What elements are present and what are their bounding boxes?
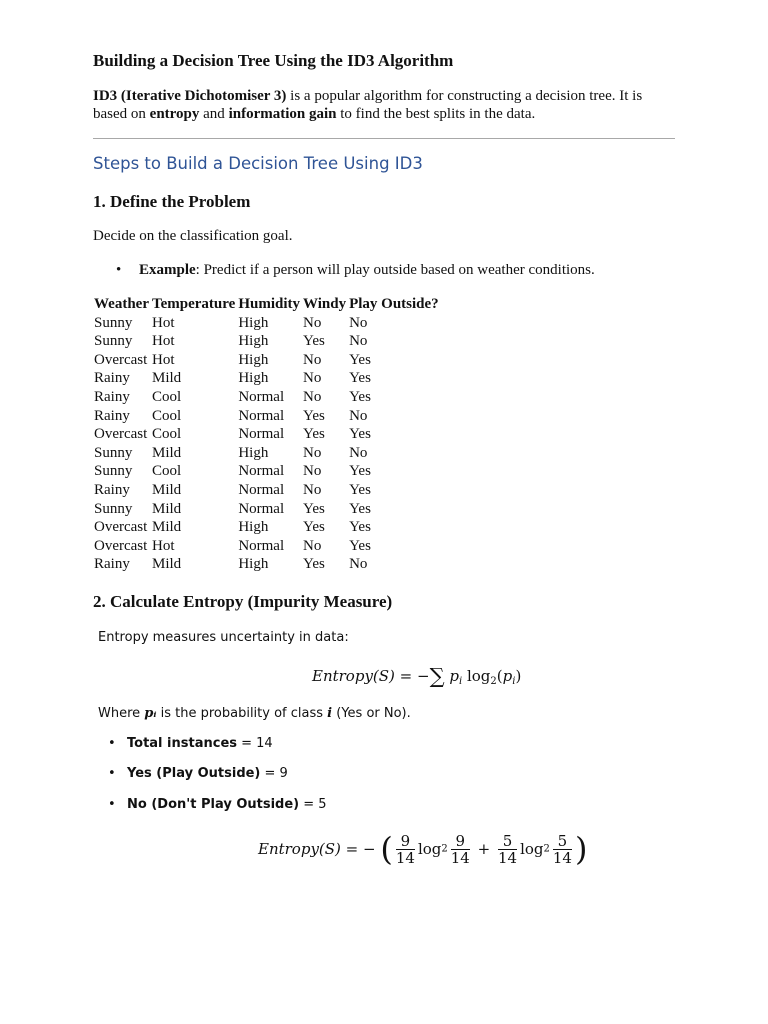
bullet-label: Yes (Play Outside) (127, 766, 261, 781)
table-cell: No (303, 388, 322, 405)
weather-table (93, 295, 441, 574)
table-cell: Normal (238, 463, 285, 480)
formula2-log-base: 2 (441, 843, 448, 855)
table-cell: No (303, 370, 322, 387)
table-row (93, 518, 441, 537)
table-cell: Yes (303, 519, 325, 536)
intro-term: ID3 (Iterative Dichotomiser 3) (93, 88, 287, 104)
summation-symbol: ∑ (429, 664, 445, 688)
table-row (93, 407, 441, 426)
table-row (93, 555, 441, 574)
formula2-lhs: Entropy(S) (258, 840, 341, 858)
entropy-formula (312, 664, 521, 688)
document-title: Building a Decision Tree Using the ID3 Algorithm (93, 51, 454, 70)
entropy-measure-text: Entropy measures uncertainty in data: (98, 630, 349, 645)
table-cell: High (238, 444, 269, 461)
table-cell: Rainy (94, 388, 130, 405)
table-cell: Yes (349, 388, 371, 405)
table-cell: Yes (349, 351, 371, 368)
yes-count-bullet (108, 766, 288, 781)
table-cell: Normal (238, 537, 285, 554)
table-row (93, 351, 441, 370)
formula2-close-paren: ) (574, 830, 588, 868)
section-heading: Steps to Build a Decision Tree Using ID3 (93, 154, 423, 173)
table-cell: Overcast (94, 519, 148, 536)
example-bullet (116, 262, 595, 279)
table-cell: No (349, 314, 368, 331)
table-cell: Sunny (94, 500, 133, 517)
table-cell: No (349, 333, 368, 350)
formula1-log: log (462, 667, 491, 685)
table-row (93, 332, 441, 351)
total-instances-bullet (108, 736, 273, 751)
where-pi: pᵢ (144, 706, 157, 721)
fraction-numerator: 9 (396, 833, 415, 850)
fraction-numerator: 5 (553, 833, 572, 850)
table-cell: Sunny (94, 314, 133, 331)
table-cell: High (238, 519, 269, 536)
table-cell: Yes (303, 500, 325, 517)
fraction-5-14 (498, 833, 517, 866)
table-cell: Yes (349, 463, 371, 480)
table-cell: Rainy (94, 481, 130, 498)
formula2-open-paren: ( (380, 830, 393, 868)
where-text (98, 706, 411, 721)
table-cell: Yes (303, 333, 325, 350)
table-cell: Mild (151, 519, 182, 536)
bullet-value: = 5 (299, 797, 327, 812)
table-row (93, 500, 441, 519)
table-cell: Overcast (94, 351, 148, 368)
formula2-log: log (520, 840, 544, 858)
bullet-icon: • (108, 797, 116, 812)
table-row (93, 462, 441, 481)
table-body (93, 314, 441, 574)
table-cell: High (238, 314, 269, 331)
table-cell: Overcast (94, 426, 148, 443)
bullet-label: No (Don't Play Outside) (127, 797, 300, 812)
table-cell: High (238, 556, 269, 573)
bullet-icon: • (108, 736, 116, 751)
bullet-icon: • (108, 766, 116, 781)
formula1-lhs: Entropy(S) (312, 667, 395, 685)
fraction-5-14 (553, 833, 572, 866)
formula2-log-base: 2 (543, 843, 550, 855)
example-text: : Predict if a person will play outside based on weather conditions. (195, 262, 595, 278)
step1-heading: 1. Define the Problem (93, 192, 251, 211)
fraction-denominator: 14 (552, 848, 572, 867)
fraction-numerator: 5 (498, 833, 517, 850)
no-count-bullet (108, 797, 327, 812)
table-cell: Mild (151, 444, 182, 461)
formula1-arg-i: i (512, 676, 516, 687)
fraction-9-14 (396, 833, 415, 866)
bullet-label: Total instances (127, 736, 237, 751)
formula2-eq: = − (340, 840, 376, 858)
table-cell: Mild (151, 481, 182, 498)
table-cell: Yes (349, 481, 371, 498)
formula2-log: log (417, 840, 442, 858)
table-cell: No (303, 351, 322, 368)
table-cell: Normal (238, 481, 285, 498)
table-cell: Cool (151, 426, 182, 443)
formula1-arg-open: ( (496, 667, 503, 685)
table-cell: Hot (151, 333, 175, 350)
table-cell: Rainy (94, 370, 130, 387)
intro-info-gain: information gain (228, 106, 337, 122)
formula1-arg-p: p (502, 667, 513, 685)
table-cell: No (303, 463, 322, 480)
table-cell: Hot (151, 351, 175, 368)
intro-text-b: and (199, 106, 229, 122)
table-cell: Cool (151, 407, 182, 424)
formula1-arg-close: ) (515, 667, 522, 685)
entropy-calculation-formula (258, 830, 587, 868)
table-cell: Normal (238, 500, 285, 517)
bullet-value: = 9 (260, 766, 288, 781)
table-cell: Yes (349, 370, 371, 387)
bullet-icon: • (116, 262, 122, 278)
table-cell: Yes (349, 537, 371, 554)
header-temperature: Temperature (151, 296, 236, 312)
fraction-9-14 (451, 833, 470, 866)
table-cell: No (303, 314, 322, 331)
table-cell: Yes (303, 407, 325, 424)
intro-text-c: to find the best splits in the data. (336, 106, 536, 122)
formula2-plus: + (472, 840, 495, 858)
table-cell: Overcast (94, 537, 148, 554)
where-i: i (327, 706, 333, 721)
fraction-denominator: 14 (450, 848, 470, 867)
table-cell: High (238, 351, 269, 368)
formula1-base: 2 (490, 676, 497, 687)
table-cell: Yes (349, 519, 371, 536)
header-weather: Weather (94, 296, 149, 312)
header-play-outside: Play Outside? (349, 296, 439, 312)
header-humidity: Humidity (238, 296, 300, 312)
table-cell: Yes (349, 500, 371, 517)
intro-entropy: entropy (149, 106, 200, 122)
table-cell: Yes (349, 426, 371, 443)
table-row (93, 369, 441, 388)
table-row (93, 425, 441, 444)
table-cell: No (303, 481, 322, 498)
table-cell: Normal (238, 407, 285, 424)
intro-paragraph (93, 87, 678, 123)
table-cell: Cool (151, 388, 182, 405)
horizontal-divider (93, 138, 675, 139)
table-cell: Sunny (94, 333, 133, 350)
fraction-numerator: 9 (451, 833, 470, 850)
table-cell: Mild (151, 370, 182, 387)
table-row (93, 481, 441, 500)
example-label: Example (139, 262, 196, 278)
table-cell: High (238, 370, 269, 387)
table-cell: No (303, 444, 322, 461)
table-cell: No (303, 537, 322, 554)
step2-heading: 2. Calculate Entropy (Impurity Measure) (93, 592, 393, 611)
table-cell: Sunny (94, 444, 133, 461)
table-row (93, 388, 441, 407)
table-cell: Yes (303, 556, 325, 573)
table-cell: Rainy (94, 407, 130, 424)
formula1-p: p (449, 667, 459, 685)
where-prefix: Where (98, 706, 145, 721)
table-cell: No (349, 556, 368, 573)
table-header-row (93, 295, 441, 314)
table-cell: Hot (151, 537, 175, 554)
header-windy: Windy (303, 296, 347, 312)
step1-goal: Decide on the classification goal. (93, 228, 293, 244)
formula1-i: i (458, 676, 463, 687)
fraction-denominator: 14 (497, 848, 518, 867)
fraction-denominator: 14 (395, 848, 415, 867)
table-cell: No (349, 407, 368, 424)
table-cell: High (238, 333, 269, 350)
bullet-value: = 14 (237, 736, 273, 751)
table-cell: Mild (151, 556, 182, 573)
where-mid: is the probability of class (156, 706, 328, 721)
table-cell: Normal (238, 388, 285, 405)
intro-text-a: is a popular algorithm for constructing a decision tree. It is based on (93, 88, 643, 122)
table-cell: Yes (303, 426, 325, 443)
table-row (93, 314, 441, 333)
table-row (93, 444, 441, 463)
table-cell: Hot (151, 314, 175, 331)
formula1-eq: = − (394, 667, 430, 685)
table-cell: Mild (151, 500, 182, 517)
where-suffix: (Yes or No). (332, 706, 411, 721)
table-cell: Normal (238, 426, 285, 443)
table-cell: Rainy (94, 556, 130, 573)
table-cell: No (349, 444, 368, 461)
table-row (93, 537, 441, 556)
table-cell: Cool (151, 463, 182, 480)
table-cell: Sunny (94, 463, 133, 480)
